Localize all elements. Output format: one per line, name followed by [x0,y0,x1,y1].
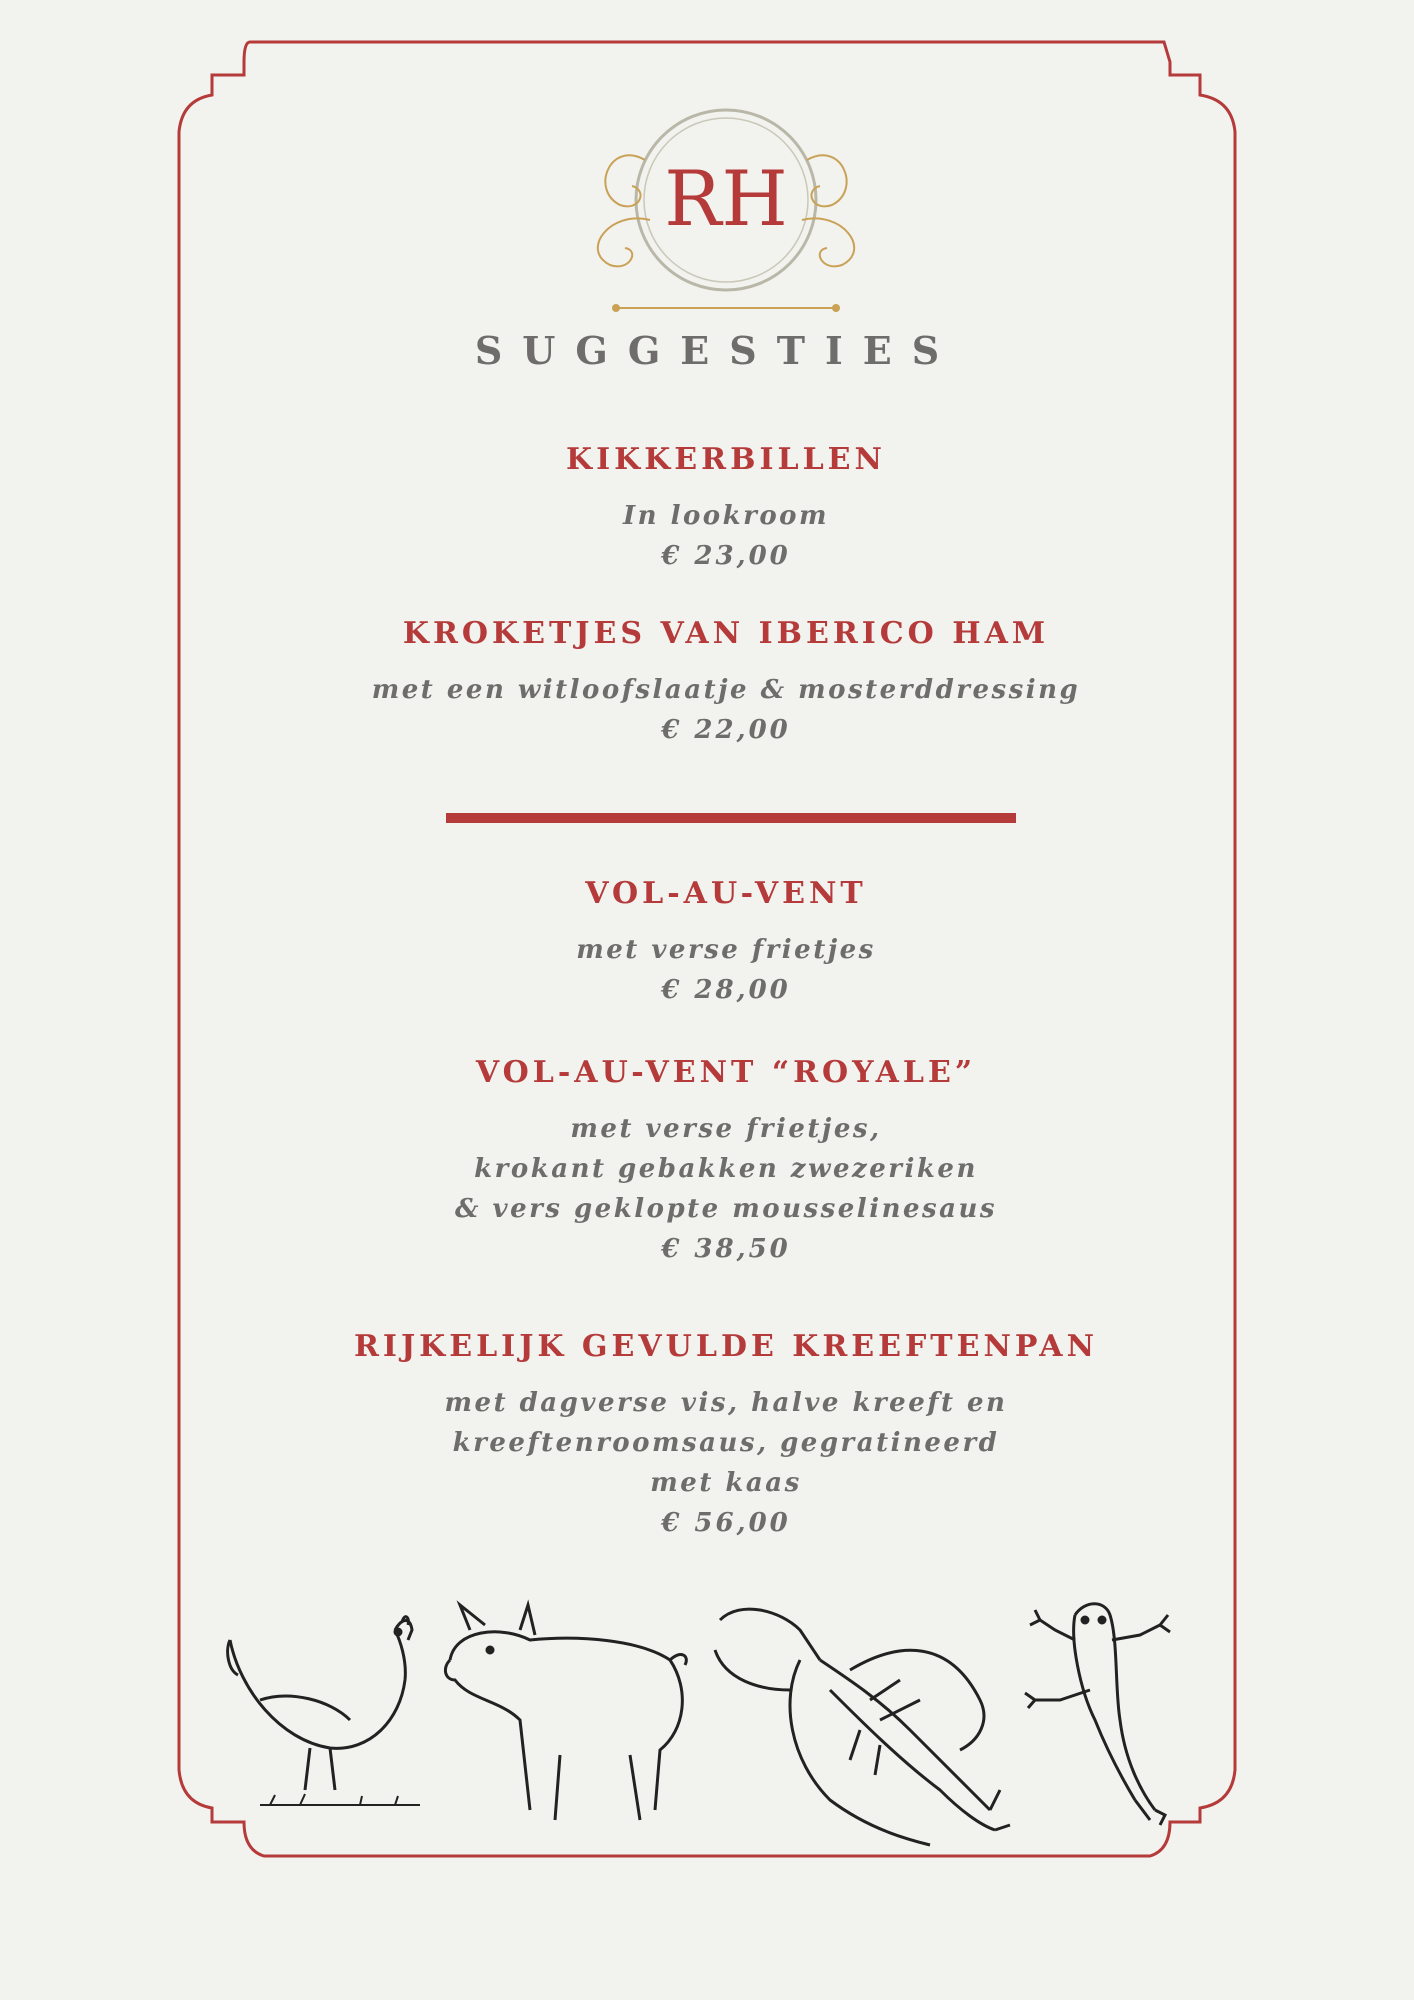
item-description-line: met verse frietjes, [570,1114,882,1144]
item-name: VOL-AU-VENT “ROYALE” [475,1055,977,1090]
frog-icon [1025,1604,1170,1825]
lobster-icon [715,1609,1010,1845]
item-description-line: kreeftenroomsaus, gegratineerd [452,1428,1000,1458]
item-price: € 38,50 [661,1234,791,1264]
page-title: SUGGESTIES [474,328,960,373]
item-description-line: & vers geklopte mousselinesaus [454,1194,998,1224]
item-price: € 22,00 [661,715,791,745]
item-name: VOL-AU-VENT [585,876,867,911]
item-description: met een witloofslaatje & mosterddressing [371,675,1081,705]
item-name: KIKKERBILLEN [566,442,886,477]
item-description-line: met kaas [650,1468,802,1498]
logo-monogram: RH [664,154,788,243]
item-price: € 56,00 [661,1508,791,1538]
chicken-icon [228,1617,420,1805]
item-price: € 23,00 [661,541,791,571]
item-name: KROKETJES VAN IBERICO HAM [402,616,1050,651]
item-description: In lookroom [622,501,830,531]
pig-icon [445,1605,686,1820]
item-description-line: krokant gebakken zwezeriken [474,1154,978,1184]
item-name: RIJKELIJK GEVULDE KREEFTENPAN [353,1329,1098,1364]
item-description-line: met dagverse vis, halve kreeft en [444,1388,1008,1418]
item-price: € 28,00 [661,975,791,1005]
item-description: met verse frietjes [576,935,876,965]
